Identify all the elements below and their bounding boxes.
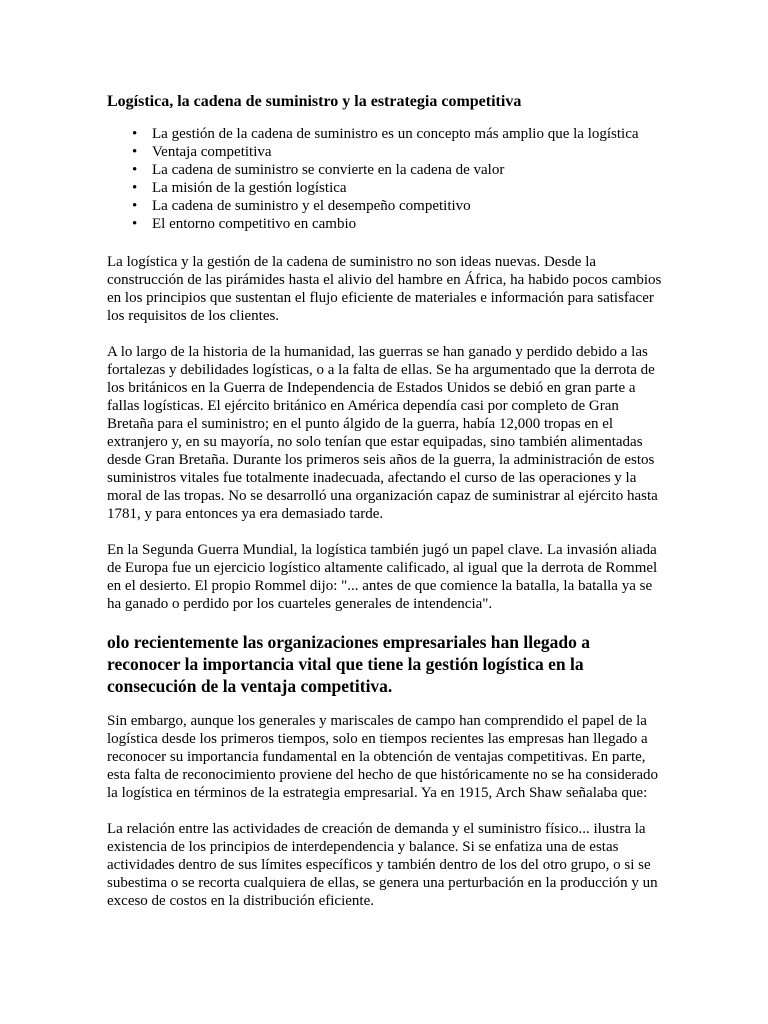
topic-list (107, 125, 667, 233)
paragraph-quote: La relación entre las actividades de creación de demanda y el suministro físico... ilustra la existencia de los principios de interdependencia y balance. Si se enfatiza una de estas actividades dentro de sus límites específicos y también dentro de los del otro grupo, o si se subestima o se recorta cualquiera de ellas, se genera una perturbación en la producción y un exceso de costos en la distribución eficiente. (107, 821, 658, 909)
bullet-icon: • (132, 144, 138, 160)
paragraph-history: A lo largo de la historia de la humanidad, las guerras se han ganado y perdido debido a las fortalezas y debilidades logísticas, o a la falta de ellas. Se ha argumentado que la derrota de los británicos en la Guerra de Independencia de Estados Unidos se debió en gran parte a fallas logísticas. El ejército británico en América dependía casi por completo de Gran Bretaña para el suministro; en el punto álgido de la guerra, había 12,000 tropas en el extranjero y, en su mayoría, no solo tenían que estar equipadas, sino también alimentadas desde Gran Bretaña. Durante los primeros seis años de la guerra, la administración de estos suministros vitales fue totalmente inadecuada, afectando el curso de las operaciones y la moral de las tropas. No se desarrolló una organización capaz de suministrar al ejército hasta 1781, y para entonces ya era demasiado tarde. (107, 344, 658, 522)
section-heading: olo recientemente las organizaciones empresariales han llegado a reconocer la importancia vital que tiene la gestión logística en la consecución de la ventaja competitiva. (107, 632, 590, 696)
bullet-icon: • (132, 216, 138, 232)
list-item-text: Ventaja competitiva (152, 144, 272, 160)
document-title: Logística, la cadena de suministro y la estrategia competitiva (107, 93, 522, 110)
bullet-icon: • (132, 126, 138, 142)
list-item (132, 215, 667, 233)
list-item-text: La gestión de la cadena de suministro es un concepto más amplio que la logística (152, 126, 639, 142)
list-item (132, 125, 667, 143)
paragraph-intro: La logística y la gestión de la cadena de suministro no son ideas nuevas. Desde la construcción de las pirámides hasta el alivio del hambre en África, ha habido pocos cambios en los principios que sustentan el flujo eficiente de materiales e información para satisfacer los requisitos de los clientes. (107, 254, 662, 324)
document-page (107, 92, 667, 928)
list-item (132, 197, 667, 215)
bullet-icon: • (132, 180, 138, 196)
list-item (132, 179, 667, 197)
list-item-text: La cadena de suministro se convierte en la cadena de valor (152, 162, 505, 178)
bullet-icon: • (132, 198, 138, 214)
list-item-text: La misión de la gestión logística (152, 180, 347, 196)
list-item-text: La cadena de suministro y el desempeño competitivo (152, 198, 471, 214)
list-item-text: El entorno competitivo en cambio (152, 216, 357, 232)
paragraph-ww2: En la Segunda Guerra Mundial, la logística también jugó un papel clave. La invasión aliada de Europa fue un ejercicio logístico altamente calificado, al igual que la derrota de Rommel en el desierto. El propio Rommel dijo: "... antes de que comience la batalla, la batalla ya se ha ganado o perdido por los cuarteles generales de intendencia". (107, 542, 658, 612)
list-item (132, 161, 667, 179)
bullet-icon: • (132, 162, 138, 178)
paragraph-recognition: Sin embargo, aunque los generales y mariscales de campo han comprendido el papel de la logística desde los primeros tiempos, solo en tiempos recientes las empresas han llegado a reconocer su importancia fundamental en la obtención de ventajas competitivas. En parte, esta falta de reconocimiento proviene del hecho de que históricamente no se ha considerado la logística en términos de la estrategia empresarial. Ya en 1915, Arch Shaw señalaba que: (107, 713, 659, 801)
list-item (132, 143, 667, 161)
